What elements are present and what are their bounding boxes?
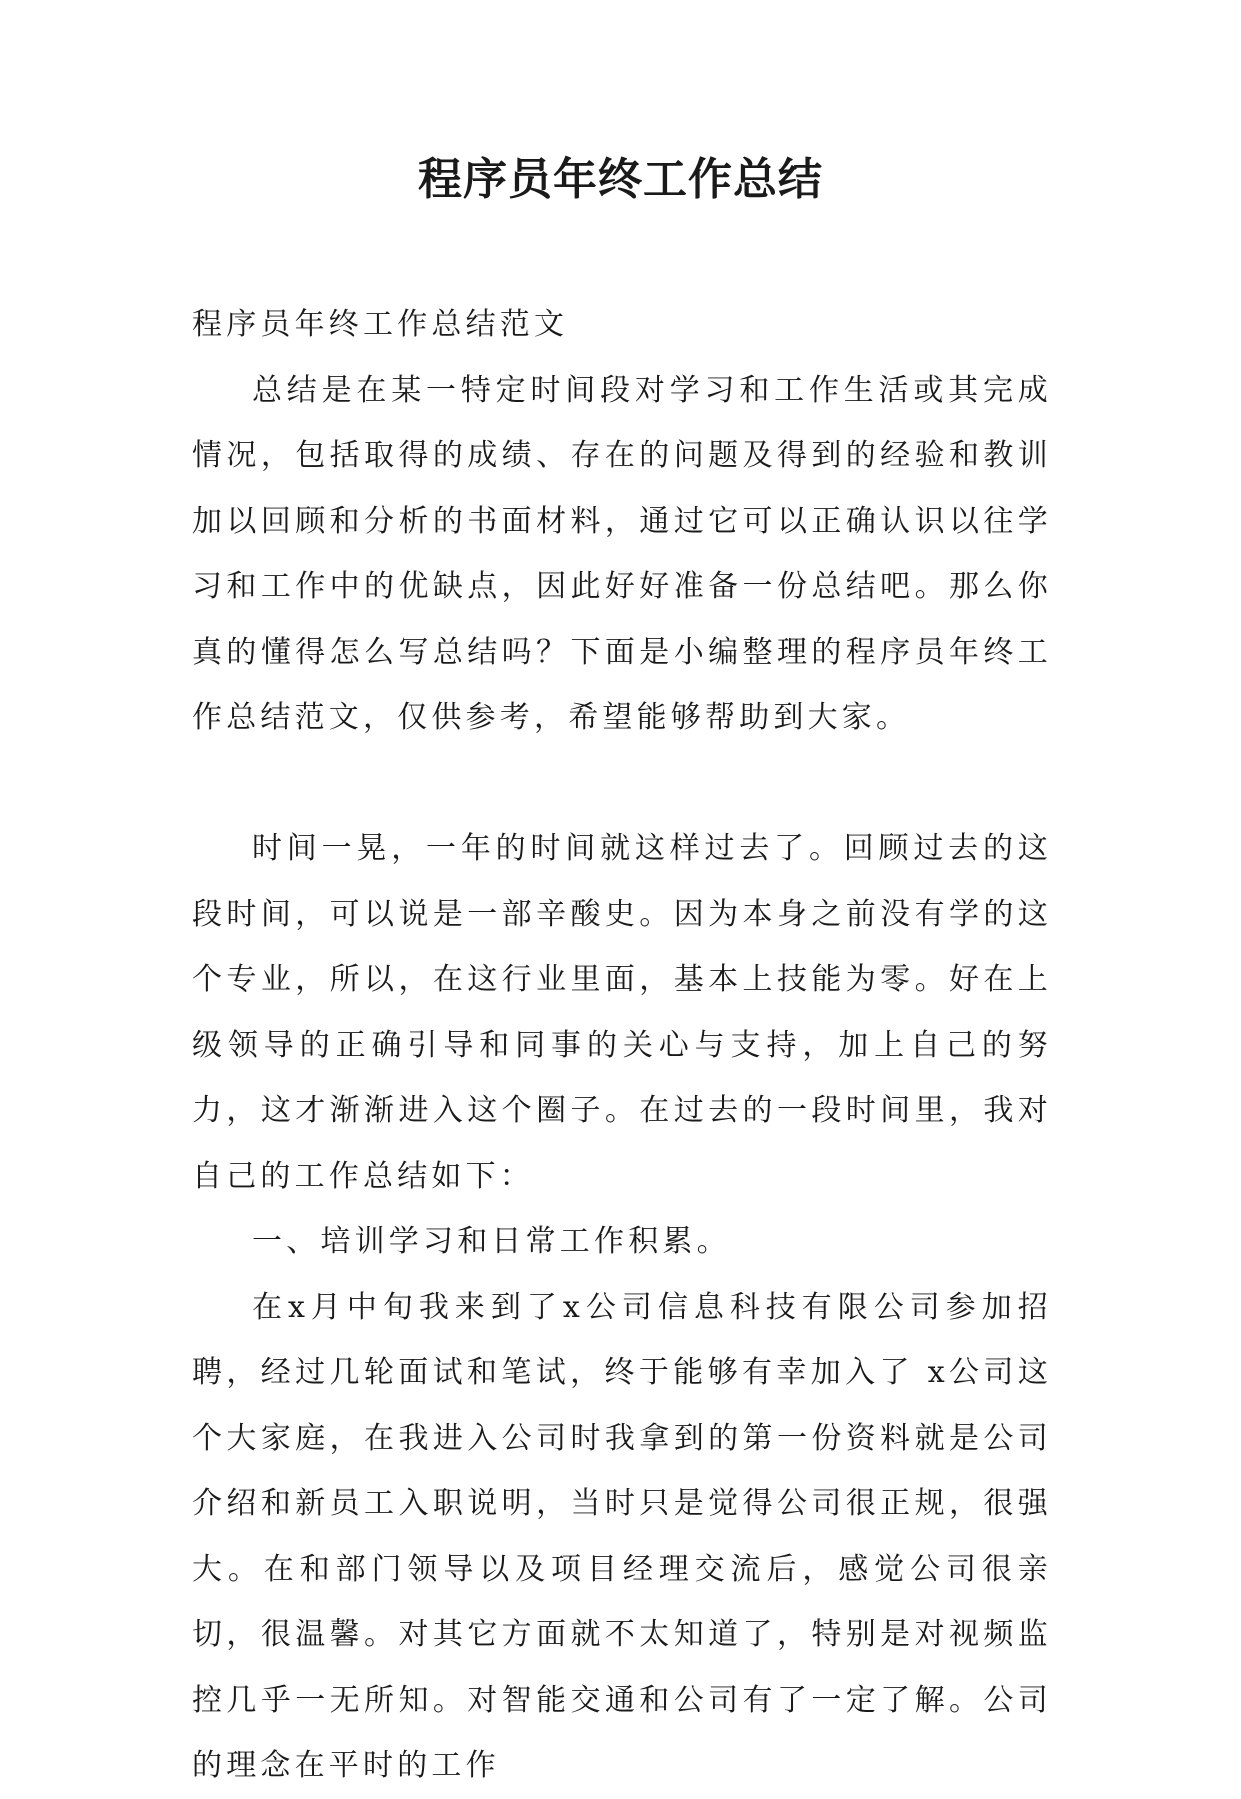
document-title: 程序员年终工作总结 [418,154,823,205]
paragraph-review: 时间一晃，一年的时间就这样过去了。回顾过去的这段时间，可以说是一部辛酸史。因为本身之前没有学的这个专业，所以，在这行业里面，基本上技能为零。好在上级领导的正确引导和同事的关心与支持，加上自己的努力，这才渐渐进入这个圈子。在过去的一段时间里，我对自己的工作总结如下： [192,831,1052,1194]
section-heading-training: 一、培训学习和日常工作积累。 [252,1224,731,1259]
paragraph-spacer [192,751,1052,817]
paragraph-joining-company: 在x月中旬我来到了x公司信息科技有限公司参加招聘，经过几轮面试和笔试，终于能够有幸加入了 x公司这个大家庭，在我进入公司时我拿到的第一份资料就是公司介绍和新员工入职说明，当时只是觉得公司很正规，很强大。在和部门领导以及项目经理交流后，感觉公司很亲切，很温馨。对其它方面就不太知道了，特别是对视频监控几乎一无所知。对智能交通和公司有了一定了解。公司的理念在平时的工作 [192,1289,1052,1783]
paragraph-intro: 总结是在某一特定时间段对学习和工作生活或其完成情况，包括取得的成绩、存在的问题及得到的经验和教训加以回顾和分析的书面材料，通过它可以正确认识以往学习和工作中的优缺点，因此好好准备一份总结吧。那么你真的懂得怎么写总结吗？下面是小编整理的程序员年终工作总结范文，仅供参考，希望能够帮助到大家。 [192,372,1052,735]
document-body [192,292,1052,1799]
document-subtitle: 程序员年终工作总结范文 [192,307,569,342]
